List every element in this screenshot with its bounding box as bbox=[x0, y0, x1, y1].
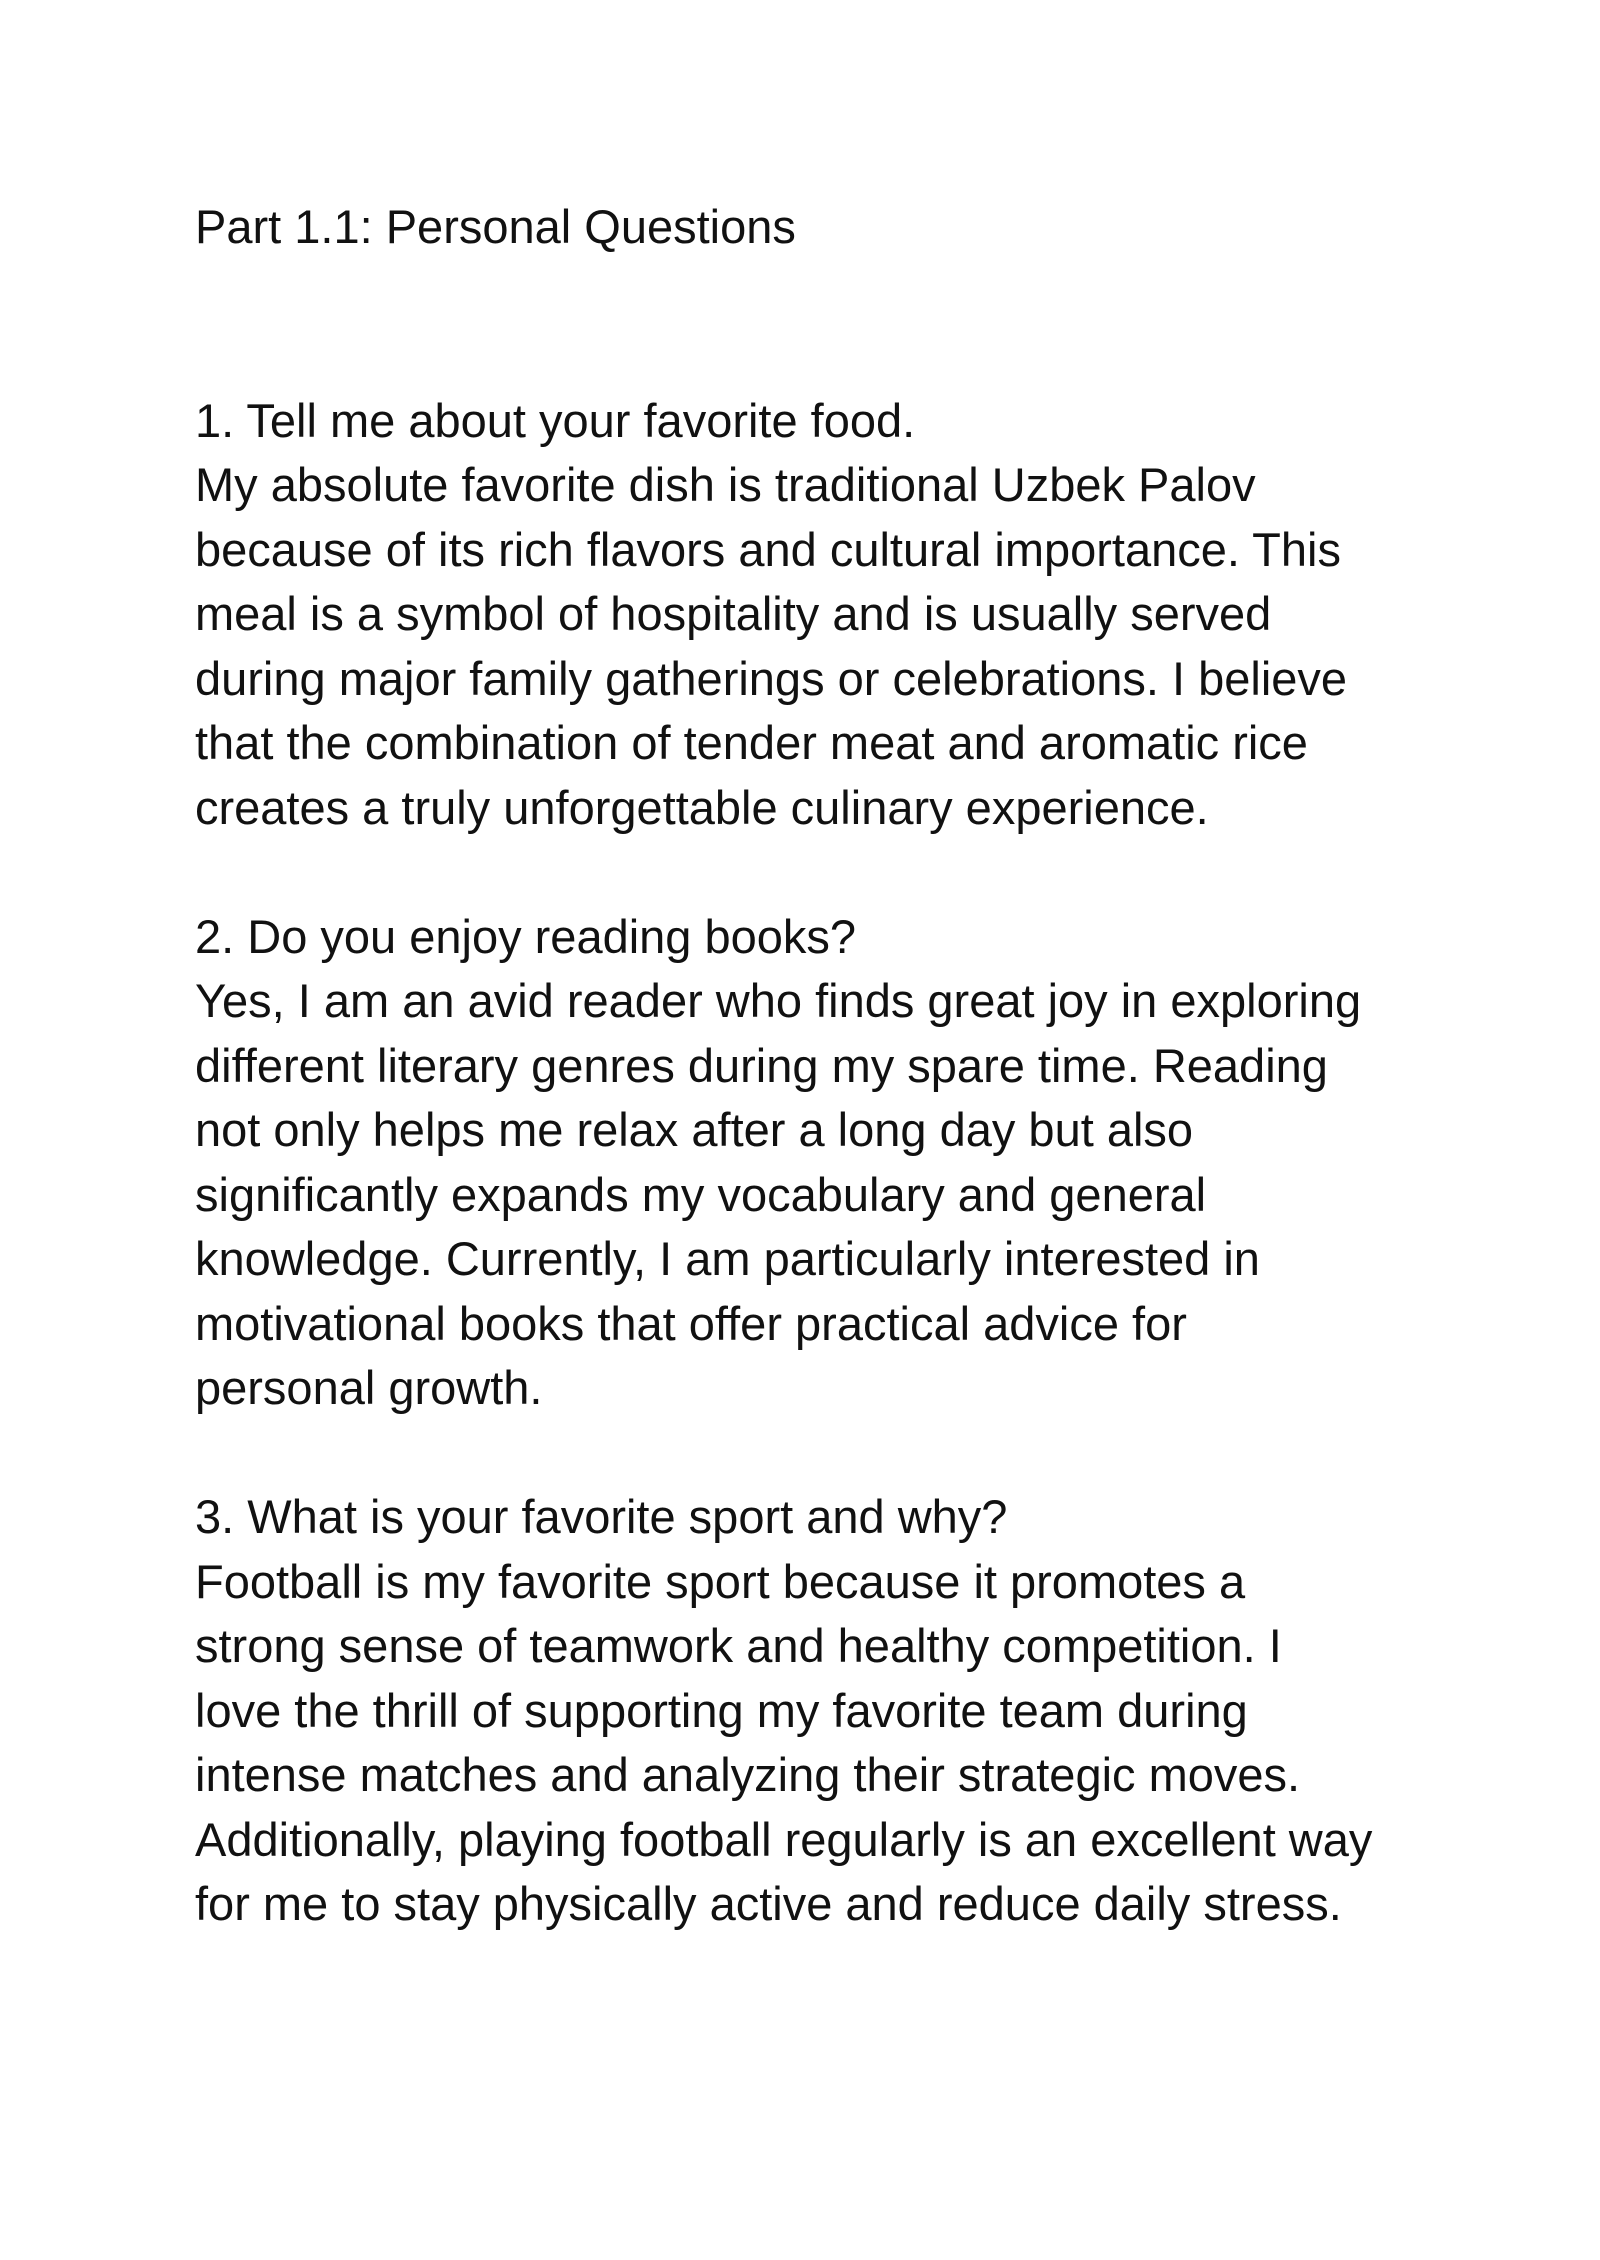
document-content bbox=[195, 195, 1455, 1937]
answer-line: My absolute favorite dish is traditional Uzbek Palov bbox=[195, 458, 1256, 511]
answer-line: because of its rich flavors and cultural importance. This bbox=[195, 522, 1341, 576]
document-title: Part 1.1: Personal Questions bbox=[195, 200, 796, 253]
answer-line: Additionally, playing football regularly is an excellent way bbox=[195, 1812, 1373, 1866]
answer-line: for me to stay physically active and reduce daily stress. bbox=[195, 1877, 1342, 1930]
answer-line: different literary genres during my spare time. Reading bbox=[195, 1038, 1328, 1092]
answer-line: motivational books that offer practical advice for bbox=[195, 1296, 1187, 1350]
question-food: 1. Tell me about your favorite food. bbox=[195, 393, 916, 447]
answer-line: Football is my favorite sport because it promotes a bbox=[195, 1554, 1246, 1608]
answer-line: personal growth. bbox=[195, 1361, 543, 1414]
question-block-sport bbox=[195, 1485, 1455, 1937]
question-block-food bbox=[195, 389, 1455, 841]
answer-line: creates a truly unforgettable culinary experience. bbox=[195, 780, 1209, 834]
answer-line: intense matches and analyzing their strategic moves. bbox=[195, 1748, 1301, 1801]
answer-line: significantly expands my vocabulary and general bbox=[195, 1167, 1207, 1221]
question-reading: 2. Do you enjoy reading books? bbox=[195, 909, 857, 963]
answer-line: not only helps me relax after a long day but also bbox=[195, 1103, 1194, 1156]
question-sport: 3. What is your favorite sport and why? bbox=[195, 1490, 1008, 1543]
answer-line: Yes, I am an avid reader who finds great joy in exploring bbox=[195, 974, 1362, 1027]
question-block-reading bbox=[195, 905, 1455, 1421]
answer-line: knowledge. Currently, I am particularly interested in bbox=[195, 1232, 1260, 1285]
answer-line: strong sense of teamwork and healthy competition. I bbox=[195, 1619, 1282, 1672]
answer-line: that the combination of tender meat and aromatic rice bbox=[195, 716, 1308, 769]
answer-line: meal is a symbol of hospitality and is usually served bbox=[195, 587, 1272, 640]
answer-line: during major family gatherings or celebrations. I believe bbox=[195, 651, 1348, 705]
answer-line: love the thrill of supporting my favorite team during bbox=[195, 1683, 1248, 1737]
